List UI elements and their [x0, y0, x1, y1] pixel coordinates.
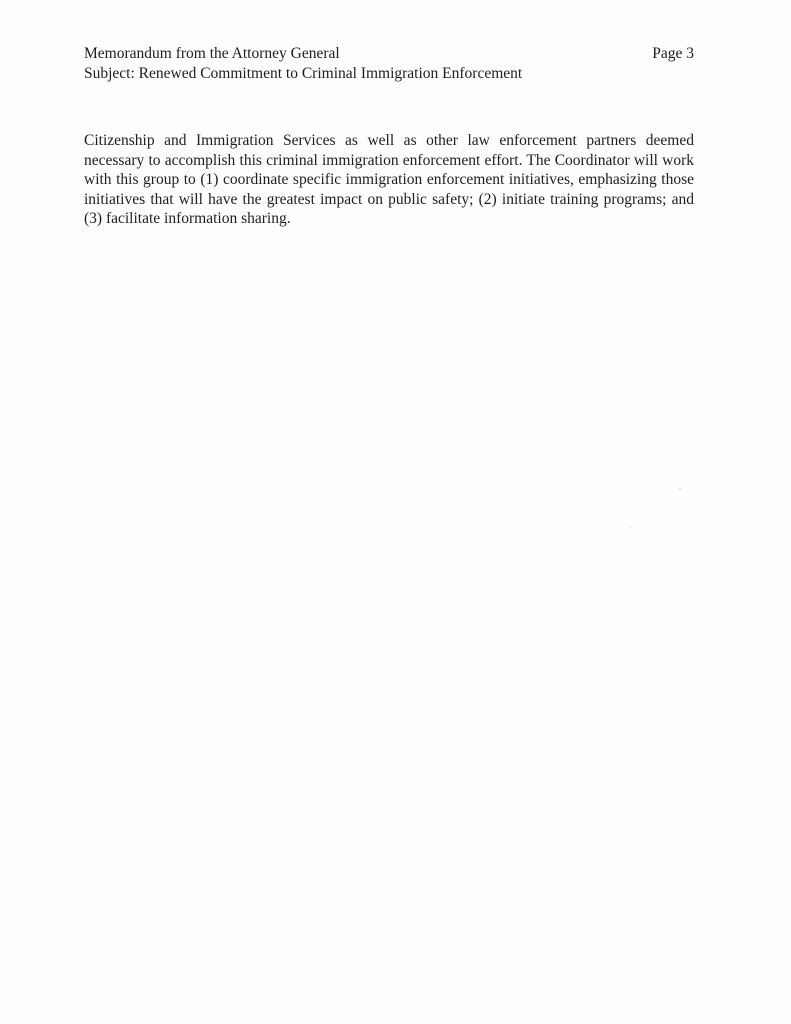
- scan-speck: [629, 526, 631, 528]
- page-number: Page 3: [652, 45, 694, 62]
- memo-body: [84, 131, 694, 229]
- scan-speck: [679, 488, 681, 490]
- memo-subject-line: Subject: Renewed Commitment to Criminal Immigration Enforcement: [84, 64, 523, 82]
- memo-from-line: Memorandum from the Attorney General: [84, 45, 340, 62]
- header-left-block: [84, 44, 604, 83]
- body-paragraph: Citizenship and Immigration Services as well as other law enforcement partners deemed necessary to accomplish this criminal immigration enforcement effort. The Coordinator will work with this group to (1) coordinate specific immigration enforcement initiatives, emphasizing those initiatives that will have the greatest impact on public safety; (2) initiate training programs; and (3) facilitate information sharing.: [84, 132, 694, 227]
